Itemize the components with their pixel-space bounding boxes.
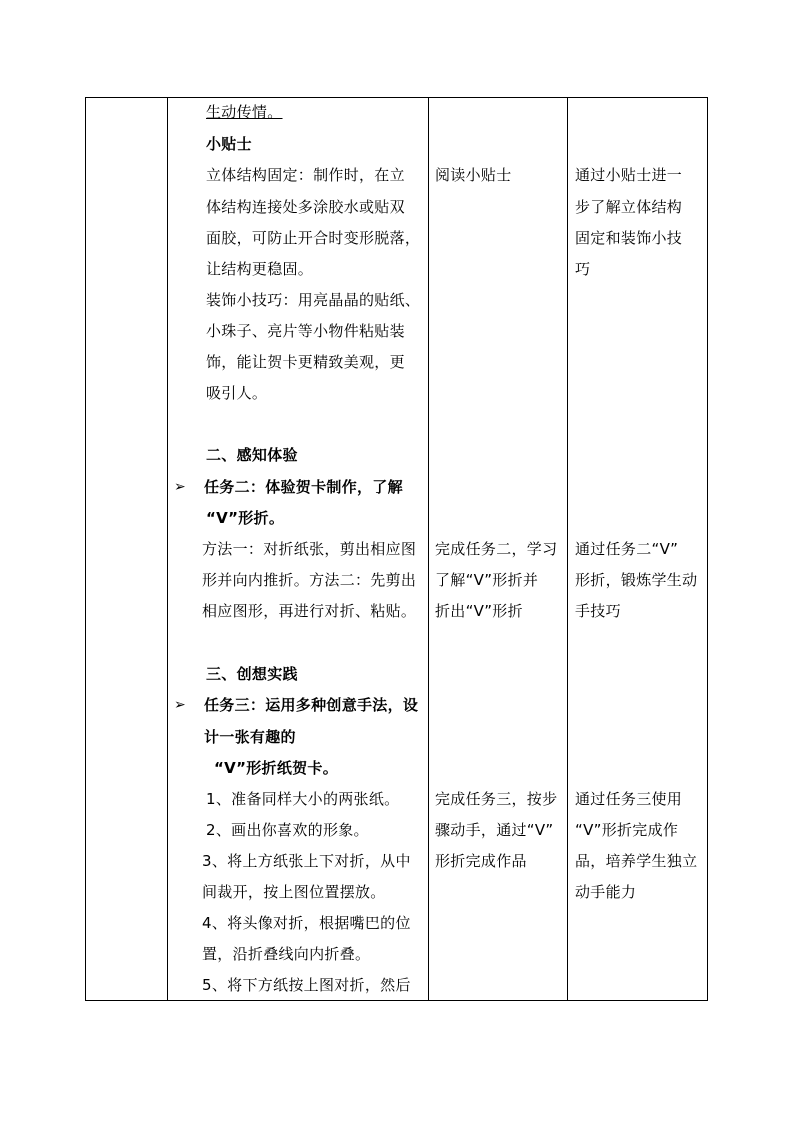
design-intent: 手技巧 [575,602,621,620]
step-line: 4、将头像对折，根据嘴巴的位 [202,914,411,932]
student-activity: 骤动手，通过“V” [435,821,554,839]
design-intent: 固定和装饰小技 [575,229,683,247]
step-line: 3、将上方纸张上下对折，从中 [202,852,411,870]
student-activity: 了解“V”形折并 [435,571,539,589]
column-divider [567,98,568,1000]
content-line: 饰，能让贺卡更精致美观，更 [206,353,405,371]
column-divider [167,98,168,1000]
design-intent: “V”形折完成作 [575,821,679,839]
content-line: 装饰小技巧：用亮晶晶的贴纸、 [206,291,421,309]
student-activity: 折出“V”形折 [435,602,523,620]
section-heading: 二、感知体验 [206,446,298,464]
column-divider [428,98,429,1000]
step-line: 置，沿折叠线向内折叠。 [202,945,371,963]
content-line: 小珠子、亮片等小物件粘贴装 [206,322,405,340]
task-heading: 计一张有趣的 [204,728,296,746]
content-line: 形并向内推折。方法二：先剪出 [202,571,417,589]
content-line: 方法一：对折纸张，剪出相应图 [202,540,417,558]
section-heading: 三、创想实践 [206,665,298,683]
content-line: 生动传情。 [206,103,283,121]
student-activity: 形折完成作品 [435,852,527,870]
design-intent: 动手能力 [575,883,637,901]
student-activity: 阅读小贴士 [435,166,512,184]
tips-heading: 小贴士 [206,135,252,153]
student-activity: 完成任务三，按步 [435,790,558,808]
task-heading: “V”形折。 [206,509,285,527]
task-heading: “V”形折纸贺卡。 [214,759,339,777]
content-line: 吸引人。 [206,384,268,402]
step-line: 1、准备同样大小的两张纸。 [206,790,400,808]
student-activity: 完成任务二，学习 [435,540,558,558]
content-line: 让结构更稳固。 [206,260,314,278]
design-intent: 通过小贴士进一 [575,166,683,184]
design-intent: 巧 [575,260,591,278]
design-intent: 品，培养学生独立 [575,852,698,870]
task-heading: 任务三：运用多种创意手法，设 [204,696,419,714]
content-line: 体结构连接处多涂胶水或贴双 [206,198,405,216]
step-line: 间裁开，按上图位置摆放。 [202,883,386,901]
design-intent: 步了解立体结构 [575,198,683,216]
design-intent: 形折，锻炼学生动 [575,571,698,589]
content-line: 相应图形，再进行对折、粘贴。 [202,602,417,620]
content-line: 立体结构固定：制作时，在立 [206,166,405,184]
step-line: 2、画出你喜欢的形象。 [206,821,369,839]
design-intent: 通过任务二“V” [575,540,679,558]
bullet-arrow-icon: ➢ [174,697,186,713]
task-heading: 任务二：体验贺卡制作，了解 [204,478,403,496]
design-intent: 通过任务三使用 [575,790,683,808]
step-line: 5、将下方纸按上图对折，然后 [202,976,411,994]
bullet-arrow-icon: ➢ [174,479,186,495]
content-line: 面胶，可防止开合时变形脱落， [206,229,421,247]
